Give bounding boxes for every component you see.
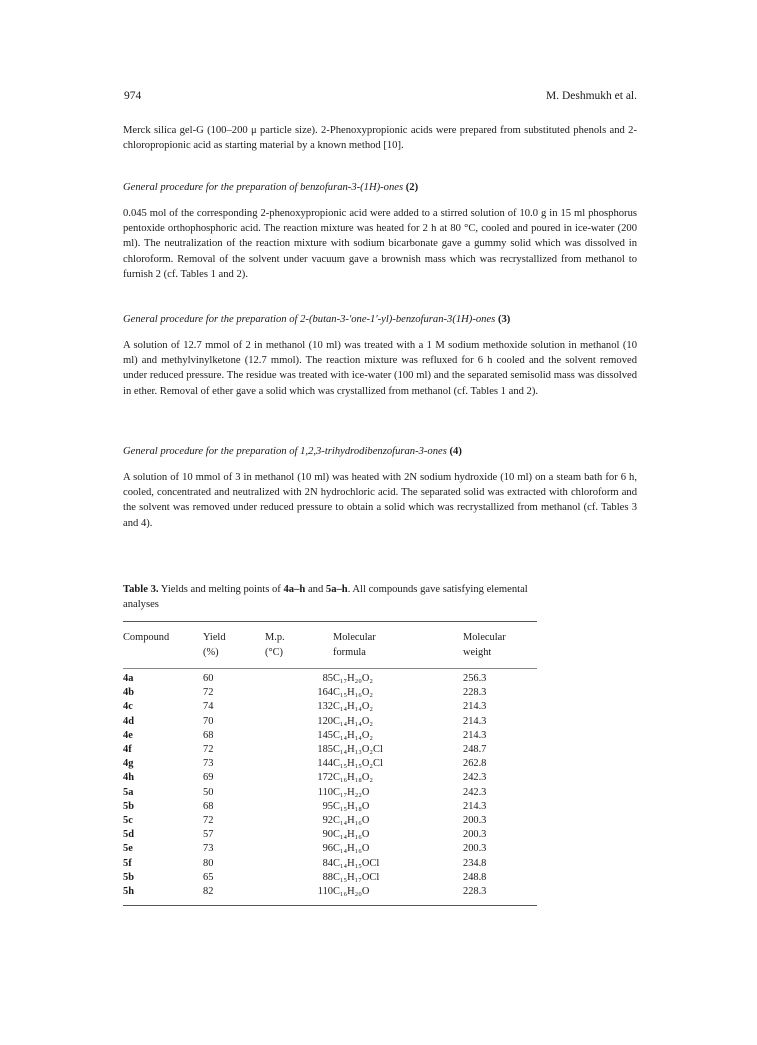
cell-compound: 5b [123,800,134,812]
cell-formula: C₁₄H₁₄O₂ [333,729,374,741]
table-row [123,871,537,885]
column-header-yield: Yield (%) [203,632,226,658]
cell-mp: 185 [317,744,333,756]
section-body-1-text: 0.045 mol of the corresponding 2-phenoxypropionic acid were added to a stirred solution of 10.0 g in 15 ml phosphorus pentoxide orthophosphoric acid. The reaction mixture was heated for 2 h at 80 °C, cooled and poured in ice-water (200 ml). The neutralization of the reaction mixture with sodium bicarbonate gave a gummy solid which was dissolved in chloroform. Removal of the solvent under vacuum gave a brownish mass which was recrystallized from methanol to furnish 2 (cf. Tables 1 and 2). [123,208,637,280]
cell-mp: 110 [317,786,333,798]
section-heading-2 [123,314,637,325]
cell-yield: 72 [203,815,214,827]
section-body-1 [123,206,637,282]
cell-weight: 200.3 [463,843,487,855]
cell-mp: 96 [322,843,333,855]
cell-mp: 95 [322,800,333,812]
table-header-row [123,630,537,672]
table-bottom-rule [123,905,537,906]
cell-yield: 68 [203,800,214,812]
section-heading-2-compound: (3) [497,314,511,325]
cell-formula: C₁₅H₁₅O₂Cl [333,758,383,770]
cell-mp: 110 [317,886,333,898]
table-row [123,786,537,800]
cell-weight: 200.3 [463,815,487,827]
table-row [123,828,537,842]
cell-yield: 60 [203,673,214,684]
section-body-3 [123,470,637,531]
cell-formula: C₁₄H₁₅OCl [333,857,380,869]
cell-compound: 5a [123,786,134,798]
cell-yield: 50 [203,786,214,798]
cell-yield: 68 [203,729,214,741]
cell-mp: 84 [322,857,333,869]
cell-formula: C₁₅H₁₈O [333,800,370,812]
section-heading-3 [123,446,637,457]
cell-mp: 164 [317,687,333,699]
cell-weight: 214.3 [463,800,487,812]
running-head: M. Deshmukh et al. [545,90,637,102]
cell-formula: C₁₆H₂₀O [333,886,370,898]
column-header-formula: Molecular formula [333,632,376,658]
cell-mp: 145 [317,729,333,741]
cell-formula: C₁₄H₁₄O₂ [333,701,374,713]
cell-yield: 82 [203,886,214,898]
cell-compound: 5f [123,857,132,869]
table-row [123,743,537,757]
cell-weight: 214.3 [463,729,487,741]
section-heading-1-compound: (2) [405,182,419,193]
section-body-3-text: A solution of 10 mmol of 3 in methanol (10 ml) was heated with 2N sodium hydroxide (10 ml) on a steam bath for 6 h, cooled, concentrated and neutralized with 2N hydrochloric acid. The separated solid was extracted with chloroform and the solvent was removed under reduced pressure to obtain a solid which was recrystallized from methanol (cf. Tables 3 and 4). [123,472,637,529]
table-row [123,700,537,714]
table-caption-part-1: Yields and melting points of [158,584,284,595]
table-caption-compounds-1: 4a–h [283,584,306,595]
cell-formula: C₁₄H₁₆O [333,815,370,827]
cell-formula: C₁₅H₁₇OCl [333,871,380,883]
table-row [123,814,537,828]
table-row [123,800,537,814]
cell-compound: 5d [123,829,134,841]
table-caption-part-3: . All compounds gave satisfying elemental analyses [123,584,528,610]
section-heading-3-text: General procedure for the preparation of 1,2,3-trihydrodibenzofuran-3-ones [123,446,447,457]
cell-mp: 144 [317,758,333,770]
table-row [123,672,537,686]
intro-paragraph [123,123,637,153]
cell-yield: 70 [203,715,214,727]
cell-weight: 262.8 [463,758,487,770]
section-body-2 [123,338,637,399]
cell-mp: 92 [322,815,333,827]
cell-formula: C₁₄H₁₆O [333,829,370,841]
table-row [123,729,537,743]
cell-compound: 4e [123,729,133,741]
cell-formula: C₁₄H₁₄O₂ [333,715,374,727]
cell-compound: 4d [123,715,134,727]
cell-weight: 214.3 [463,701,487,713]
cell-yield: 73 [203,758,214,770]
cell-weight: 214.3 [463,715,487,727]
table-caption-part-2: and [305,584,326,595]
cell-compound: 5h [123,886,134,898]
cell-formula: C₁₄H₁₆O [333,843,370,855]
cell-mp: 132 [317,701,333,713]
cell-weight: 248.7 [463,744,487,756]
cell-yield: 72 [203,687,214,699]
table-row [123,715,537,729]
table-row [123,857,537,871]
cell-yield: 74 [203,701,214,713]
cell-weight: 228.3 [463,886,487,898]
cell-compound: 4b [123,687,134,699]
cell-weight: 200.3 [463,829,487,841]
table-row [123,885,537,899]
page-number: 974 [124,90,142,102]
yields-table [123,630,537,899]
table-row [123,771,537,785]
cell-mp: 120 [317,715,333,727]
cell-yield: 57 [203,829,214,841]
intro-text: Merck silica gel-G (100–200 μ particle size). 2-Phenoxypropionic acids were prepared from substituted phenols and 2-chloropropionic acid as starting material by a known method [10]. [123,125,637,152]
column-header-mp: M.p. (°C) [265,632,285,658]
table-top-rule [123,621,537,622]
cell-formula: C₁₇H₂₂O [333,786,370,798]
cell-mp: 88 [322,871,333,883]
cell-weight: 234.8 [463,857,487,869]
cell-mp: 85 [322,673,333,684]
cell-weight: 242.3 [463,772,487,784]
section-heading-3-compound: (4) [449,446,462,457]
cell-formula: C₁₆H₁₈O₂ [333,772,374,784]
cell-compound: 4g [123,758,134,770]
cell-weight: 242.3 [463,786,487,798]
cell-weight: 248.8 [463,871,487,883]
section-heading-2-text: General procedure for the preparation of 2-(butan-3-'one-1'-yl)-benzofuran-3(1H)-ones [123,314,496,325]
table-row [123,686,537,700]
table-caption [123,582,553,612]
table-caption-compounds-2: 5a–h [325,584,348,595]
cell-yield: 69 [203,772,214,784]
cell-formula: C₁₄H₁₃O₂Cl [333,744,383,756]
cell-yield: 72 [203,744,214,756]
cell-compound: 5c [123,815,133,827]
section-heading-1-text: General procedure for the preparation of benzofuran-3-(1H)-ones [123,182,404,193]
cell-mp: 90 [322,829,333,841]
cell-yield: 73 [203,843,214,855]
cell-yield: 80 [203,857,214,869]
cell-mp: 172 [317,772,333,784]
cell-compound: 4c [123,701,133,713]
cell-compound: 4h [123,772,134,784]
cell-compound: 5e [123,843,133,855]
table-label: Table 3. [123,584,159,595]
table-row [123,842,537,856]
cell-compound: 4f [123,744,132,756]
cell-yield: 65 [203,871,214,883]
cell-compound: 5b [123,871,134,883]
table-row [123,757,537,771]
column-header-weight: Molecular weight [463,632,506,658]
section-body-2-text: A solution of 12.7 mmol of 2 in methanol (10 ml) was treated with a 1 M sodium methoxide solution in methanol (10 ml) and methylvinylketone (12.7 mmol). The reaction mixture was refluxed for 6 h cooled and the solvent removed under reduced pressure. The residue was treated with ice-water (100 ml) and the separated semisolid mass was dissolved in ether. Removal of ether gave a solid which was crystallized from methanol (cf. Tables 1 and 2). [123,340,637,397]
cell-formula: C₁₇H₂₀O₂ [333,673,374,684]
column-header-compound: Compound [123,632,170,643]
cell-compound: 4a [123,673,134,684]
cell-weight: 256.3 [463,673,487,684]
cell-formula: C₁₅H₁₆O₂ [333,687,374,699]
section-heading-1 [123,182,637,193]
cell-weight: 228.3 [463,687,487,699]
